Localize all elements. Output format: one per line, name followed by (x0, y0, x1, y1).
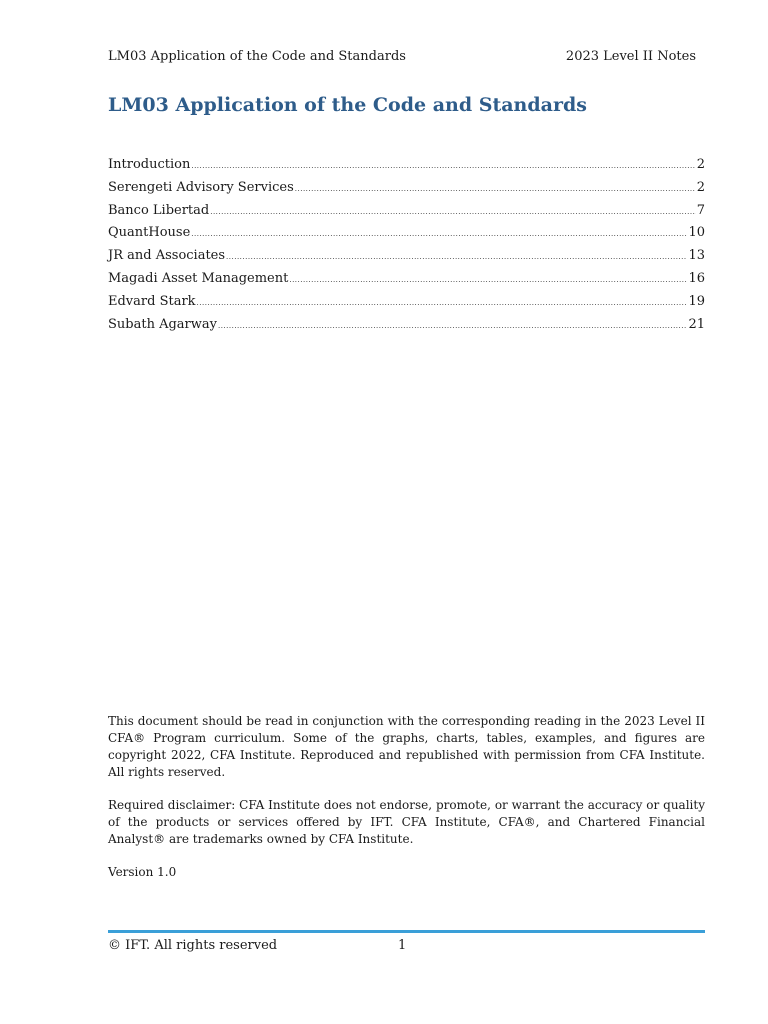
toc-entry-label: Edvard Stark (108, 293, 196, 309)
toc-dot-leader (197, 294, 688, 312)
toc-entry-label: JR and Associates (108, 248, 226, 264)
toc-entry-banco-libertad[interactable] (108, 202, 705, 225)
copyright-notice (108, 713, 705, 897)
toc-entry-serengeti-advisory-services[interactable] (108, 179, 705, 202)
toc-dot-leader (289, 271, 687, 289)
toc-entry-magadi-asset-management[interactable] (108, 270, 705, 293)
footer-divider (108, 930, 705, 933)
footer-copyright: © IFT. All rights reserved (108, 938, 278, 953)
toc-dot-leader (295, 180, 696, 198)
toc-entry-subath-agarway[interactable] (108, 316, 705, 339)
version-label: Version 1.0 (108, 865, 177, 879)
header-left-title: LM03 Application of the Code and Standards (108, 49, 406, 64)
footer-page-number: 1 (398, 938, 407, 953)
toc-entry-label: Banco Libertad (108, 202, 210, 218)
toc-entry-page: 10 (688, 225, 705, 241)
toc-entry-page: 16 (688, 270, 705, 286)
toc-entry-page: 13 (688, 248, 705, 264)
toc-entry-label: Magadi Asset Management (108, 270, 289, 286)
toc-dot-leader (191, 157, 695, 175)
toc-entry-page: 2 (696, 157, 705, 172)
table-of-contents (108, 156, 705, 338)
toc-entry-introduction[interactable] (108, 156, 705, 179)
toc-entry-label: Introduction (108, 157, 191, 172)
toc-entry-jr-and-associates[interactable] (108, 247, 705, 270)
toc-dot-leader (226, 248, 687, 266)
toc-entry-page: 19 (688, 293, 705, 309)
toc-entry-page: 2 (696, 179, 705, 195)
toc-dot-leader (210, 203, 695, 221)
document-title: LM03 Application of the Code and Standards (108, 94, 587, 116)
toc-dot-leader (218, 317, 687, 335)
page-footer (108, 936, 705, 956)
toc-entry-page: 21 (688, 316, 705, 332)
header-right-title: 2023 Level II Notes (565, 49, 696, 64)
curriculum-notice-paragraph: This document should be read in conjunction with the corresponding reading in the 2023 Level II CFA® Program curriculum. Some of the graphs, charts, tables, examples, and figures are copyright 2022, CFA Institute. Reproduced and republished with permission from CFA Institute. All rights reserved. (108, 714, 705, 779)
page-header (108, 47, 696, 67)
toc-entry-label: Subath Agarway (108, 316, 217, 332)
toc-dot-leader (191, 225, 687, 243)
toc-entry-label: QuantHouse (108, 225, 191, 241)
toc-entry-page: 7 (696, 202, 705, 218)
toc-entry-edvard-stark[interactable] (108, 293, 705, 316)
toc-entry-quanthouse[interactable] (108, 224, 705, 247)
disclaimer-paragraph: Required disclaimer: CFA Institute does not endorse, promote, or warrant the accuracy or quality of the products or services offered by IFT. CFA Institute, CFA®, and Chartered Financial Analyst® are trademarks owned by CFA Institute. (108, 798, 705, 846)
toc-entry-label: Serengeti Advisory Services (108, 179, 294, 195)
